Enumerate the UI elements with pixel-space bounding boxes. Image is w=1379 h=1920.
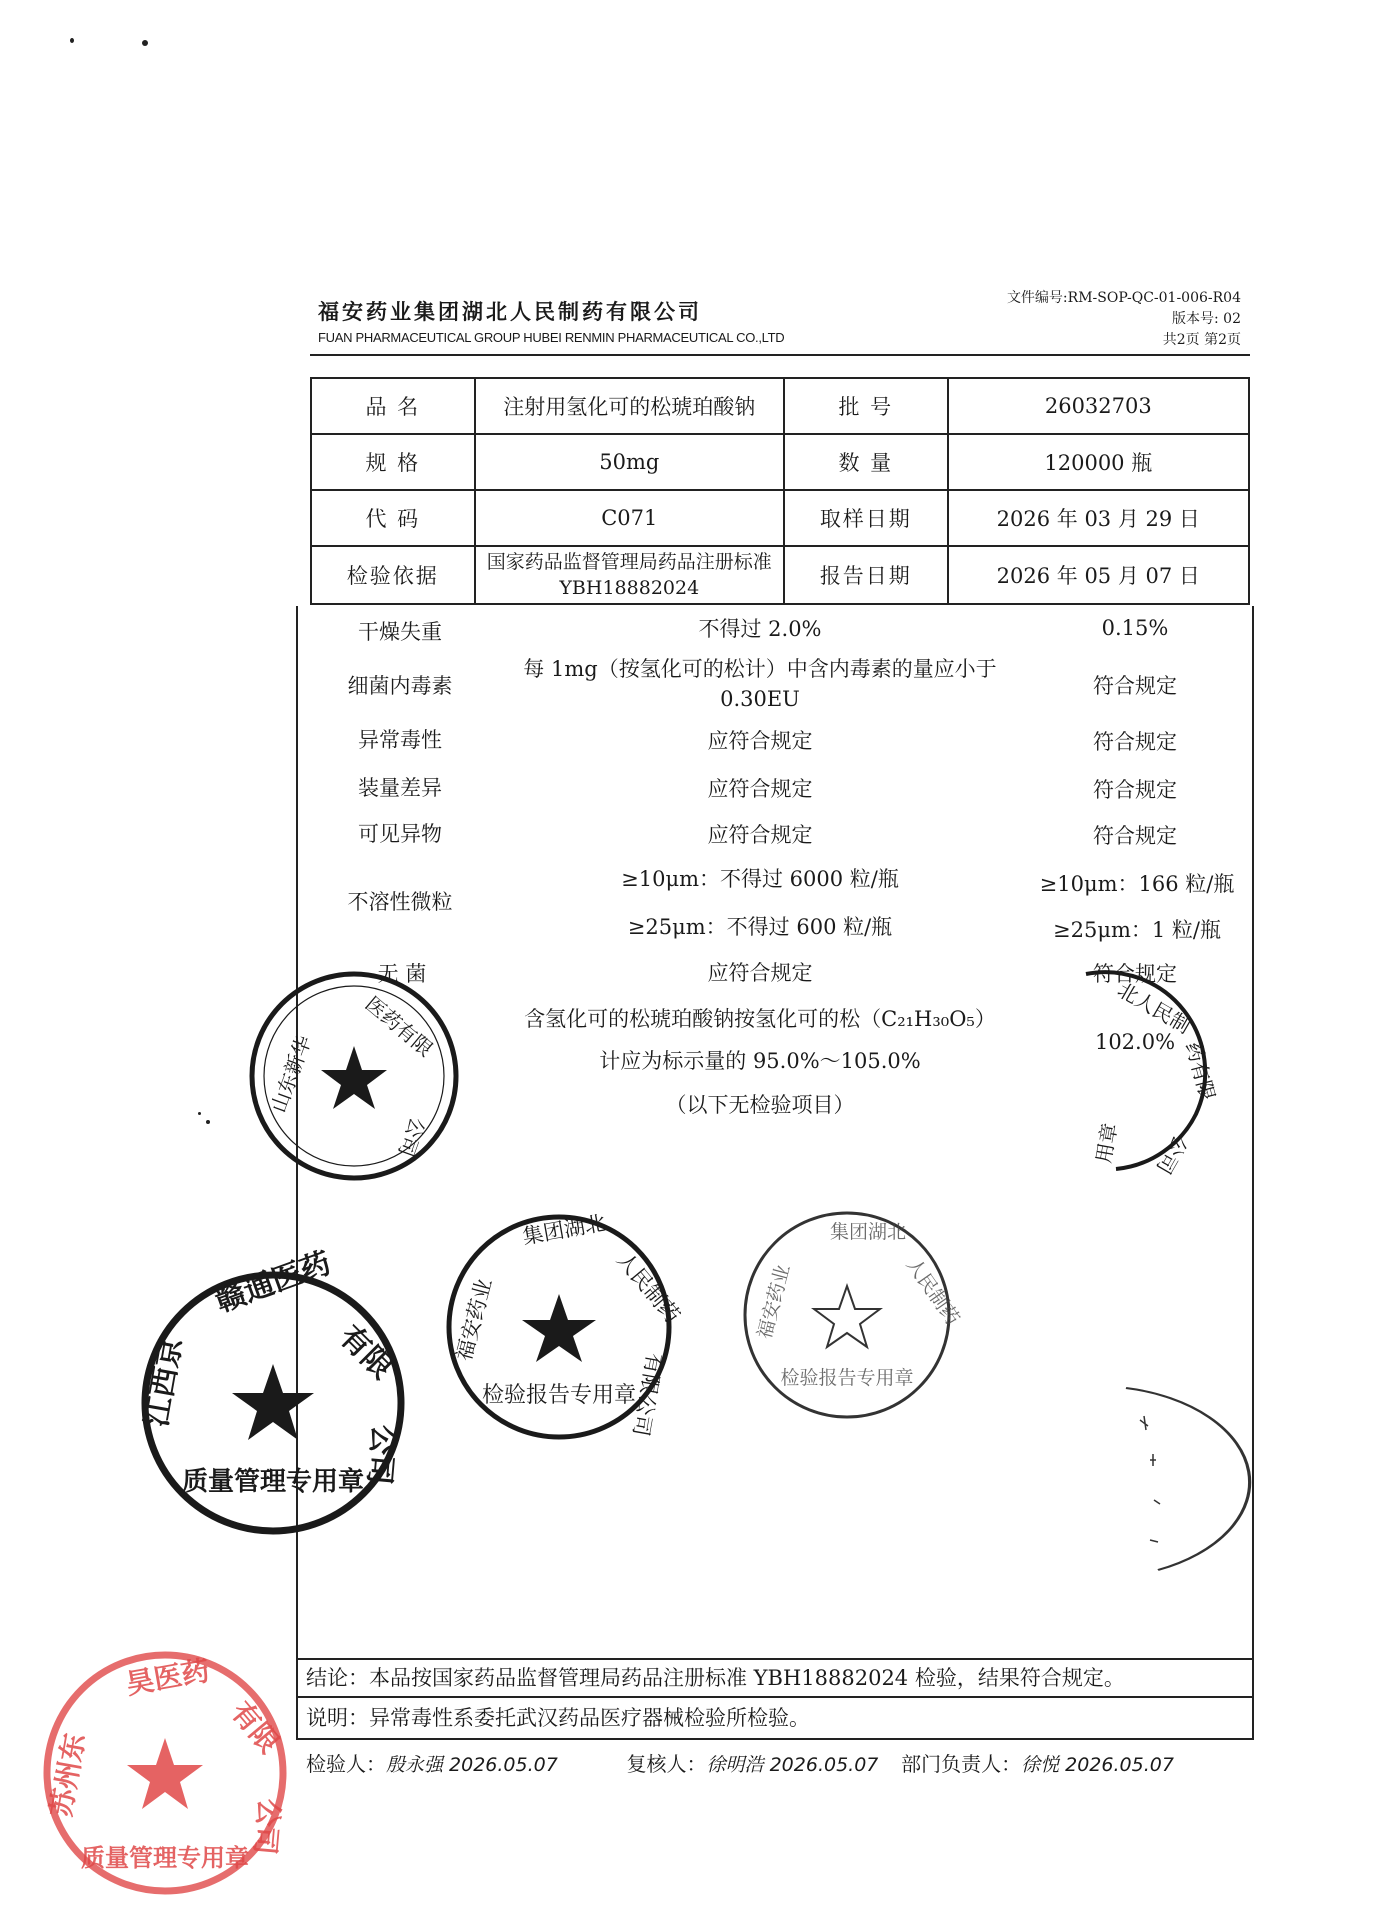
inspector-label: 检验人： — [306, 1752, 386, 1776]
svg-text:集团湖北: 集团湖北 — [520, 1210, 608, 1249]
suzhou-quality-seal — [40, 1648, 290, 1898]
svg-text:检验报告专用章: 检验报告专用章 — [481, 1383, 637, 1408]
svg-text:山东新华: 山东新华 — [266, 1032, 317, 1116]
scan-speck — [142, 40, 148, 46]
test-name-visible: 可见异物 — [358, 822, 442, 846]
test-std-fill: 应符合规定 — [707, 777, 813, 801]
reviewer-label: 复核人： — [626, 1752, 707, 1776]
svg-text:公司: 公司 — [360, 1423, 401, 1487]
svg-text:人民制药: 人民制药 — [901, 1254, 964, 1330]
shandong-company-seal — [244, 966, 464, 1186]
conclusion — [296, 1658, 1254, 1696]
svg-text:北人民制: 北人民制 — [1113, 977, 1195, 1039]
info-row — [311, 378, 1249, 434]
batch-value: 26032703 — [948, 378, 1249, 434]
svg-text:质量管理专用章: 质量管理专用章 — [81, 1844, 249, 1872]
spec-value: 50mg — [475, 434, 784, 490]
file-number: 文件编号:RM-SOP-QC-01-006-R04 — [1006, 290, 1241, 306]
conclusion-text: 结论：本品按国家药品监督管理局药品注册标准 YBH18882024 检验，结果符合规定。 — [306, 1666, 1125, 1690]
test-name-loss: 干燥失重 — [358, 620, 442, 644]
dept-head-label: 部门负责人： — [901, 1752, 1022, 1776]
test-std-loss: 不得过 2.0% — [698, 617, 822, 641]
partial-seal-right — [1120, 1380, 1200, 1580]
test-result-particles-25: ≥25μm：1 粒/瓶 — [1053, 918, 1221, 942]
code-value: C071 — [475, 490, 784, 546]
test-result-particles-10: ≥10μm：166 粒/瓶 — [1039, 872, 1235, 896]
svg-text:福安药业: 福安药业 — [451, 1275, 497, 1364]
test-result-assay: 102.0% — [1094, 1030, 1176, 1054]
report-date-value: 2026 年 05 月 07 日 — [948, 546, 1249, 604]
test-name-particles: 不溶性微粒 — [347, 890, 453, 914]
info-row — [311, 434, 1249, 490]
svg-text:赣通医药: 赣通医药 — [210, 1245, 336, 1320]
basis-label: 检验依据 — [311, 546, 475, 604]
info-row — [311, 490, 1249, 546]
svg-text:检验报告专用章: 检验报告专用章 — [780, 1367, 914, 1389]
test-result-visible: 符合规定 — [1093, 824, 1177, 848]
test-std-assay-line1: 含氢化可的松琥珀酸钠按氢化可的松（C₂₁H₃₀O₅） — [524, 1007, 996, 1031]
code-label: 代 码 — [311, 490, 475, 546]
remark — [296, 1696, 1254, 1740]
svg-text:昊医药: 昊医药 — [123, 1653, 212, 1701]
faint-inspection-seal — [740, 1208, 964, 1422]
svg-text:医药有限: 医药有限 — [360, 991, 438, 1062]
jiangxi-quality-seal — [138, 1245, 408, 1538]
test-std-particles-25: ≥25μm：不得过 600 粒/瓶 — [627, 915, 893, 939]
test-std-endotoxin: 每 1mg（按氢化可的松计）中含内毒素的量应小于 0.30EU — [523, 657, 997, 711]
report-date-label: 报告日期 — [784, 546, 948, 604]
svg-text:用章: 用章 — [1091, 1121, 1122, 1165]
test-name-toxicity: 异常毒性 — [358, 728, 442, 752]
quantity-label: 数 量 — [784, 434, 948, 490]
svg-text:江西京: 江西京 — [139, 1334, 190, 1430]
svg-text:质量管理专用章: 质量管理专用章 — [181, 1467, 365, 1497]
product-info-table — [310, 377, 1250, 605]
svg-text:公司: 公司 — [1151, 1131, 1193, 1179]
svg-text:苏州东: 苏州东 — [44, 1730, 92, 1820]
test-name-endotoxin: 细菌内毒素 — [347, 674, 453, 698]
test-result-endotoxin: 符合规定 — [1093, 674, 1177, 698]
test-std-assay-line2: 计应为标示量的 95.0%～105.0% — [599, 1049, 921, 1073]
test-std-sterility: 应符合规定 — [707, 961, 813, 985]
scan-speck — [198, 1112, 201, 1115]
info-row — [311, 546, 1249, 604]
sample-date-label: 取样日期 — [784, 490, 948, 546]
svg-text:有限: 有限 — [224, 1695, 286, 1760]
dept-head-signature: 徐悦 2026.05.07 — [1021, 1754, 1174, 1776]
scan-speck — [70, 38, 74, 43]
remark-text: 说明：异常毒性系委托武汉药品医疗器械检验所检验。 — [306, 1706, 810, 1730]
svg-text:福安药业: 福安药业 — [753, 1262, 795, 1342]
test-std-toxicity: 应符合规定 — [707, 729, 813, 753]
document-meta — [1007, 288, 1241, 351]
inspector-signature: 殷永强 2026.05.07 — [386, 1754, 558, 1776]
version-number: 版本号: 02 — [1172, 311, 1241, 327]
sample-date-value: 2026 年 03 月 29 日 — [948, 490, 1249, 546]
test-result-fill: 符合规定 — [1093, 778, 1177, 802]
svg-text:人民制药: 人民制药 — [612, 1247, 685, 1328]
svg-text:公司: 公司 — [393, 1114, 430, 1161]
batch-label: 批 号 — [784, 378, 948, 434]
svg-text:有限: 有限 — [332, 1318, 400, 1387]
test-result-loss: 0.15% — [1101, 616, 1169, 640]
scan-speck — [206, 1120, 210, 1124]
test-name-sterility: 无 菌 — [377, 962, 427, 986]
test-result-sterility: 符合规定 — [1093, 962, 1177, 986]
svg-text:药有限: 药有限 — [1181, 1039, 1220, 1104]
basis-value: 国家药品监督管理局药品注册标准 YBH18882024 — [475, 546, 784, 604]
header-rule — [310, 354, 1250, 356]
test-result-toxicity: 符合规定 — [1093, 730, 1177, 754]
company-name-cn: 福安药业集团湖北人民制药有限公司 — [318, 300, 702, 324]
reviewer-signature: 徐明浩 2026.05.07 — [706, 1754, 879, 1776]
product-value: 注射用氢化可的松琥珀酸钠 — [475, 378, 784, 434]
svg-text:公司: 公司 — [248, 1797, 286, 1857]
page-indicator: 共2页 第2页 — [1162, 332, 1241, 348]
test-std-visible: 应符合规定 — [707, 823, 813, 847]
spec-label: 规 格 — [311, 434, 475, 490]
signature-line — [306, 1748, 1174, 1777]
svg-text:有限公司: 有限公司 — [628, 1351, 667, 1439]
right-edge-seal — [1046, 964, 1226, 1184]
fuan-inspection-seal — [444, 1210, 685, 1442]
quantity-value: 120000 瓶 — [948, 434, 1249, 490]
test-name-fill: 装量差异 — [358, 776, 442, 800]
test-std-particles-10: ≥10μm：不得过 6000 粒/瓶 — [621, 867, 899, 891]
product-label: 品 名 — [311, 378, 475, 434]
end-of-tests-note: （以下无检验项目） — [665, 1093, 855, 1117]
svg-text:集团湖北: 集团湖北 — [830, 1221, 907, 1243]
company-name-en: FUAN PHARMACEUTICAL GROUP HUBEI RENMIN PHARMACEUTICAL CO.,LTD — [318, 330, 785, 345]
